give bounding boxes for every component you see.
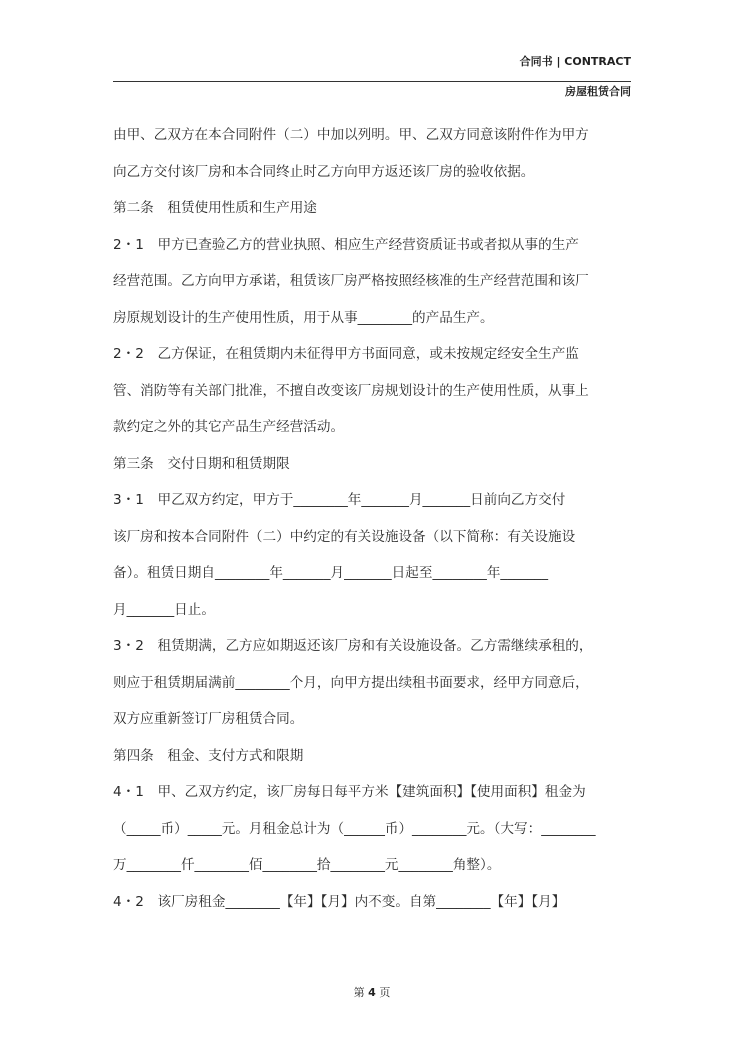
text-line: 由甲、乙双方在本合同附件（二）中加以列明。甲、乙双方同意该附件作为甲方 bbox=[113, 127, 589, 143]
footer-suffix: 页 bbox=[379, 986, 391, 999]
text-line: 4・2 该厂房租金________【年】【月】内不变。自第________【年】【月】 bbox=[113, 893, 566, 910]
text-line: 向乙方交付该厂房和本合同终止时乙方向甲方返还该厂房的验收依据。 bbox=[113, 163, 535, 180]
header-divider bbox=[113, 81, 631, 82]
section-heading: 第二条 租赁使用性质和生产用途 bbox=[113, 200, 317, 216]
page-footer bbox=[0, 984, 744, 1000]
text-line: 3・1 甲乙双方约定，甲方于________年_______月_______日前向乙方交付 bbox=[113, 492, 566, 508]
text-line: 双方应重新签订厂房租赁合同。 bbox=[113, 711, 304, 727]
text-line: 款约定之外的其它产品生产经营活动。 bbox=[113, 419, 345, 435]
contract-body bbox=[113, 117, 633, 920]
section-heading: 第三条 交付日期和租赁期限 bbox=[113, 455, 290, 472]
text-line: 该厂房和按本合同附件（二）中约定的有关设施设备（以下简称：有关设施设 bbox=[113, 528, 576, 545]
text-line: 万________仟________佰________拾________元________角整）。 bbox=[113, 857, 501, 873]
text-line: 则应于租赁期届满前________个月，向甲方提出续租书面要求，经甲方同意后， bbox=[113, 674, 589, 691]
text-line: 管、消防等有关部门批准，不擅自改变该厂房规划设计的生产使用性质，从事上 bbox=[113, 382, 589, 399]
text-line: 房原规划设计的生产使用性质，用于从事________的产品生产。 bbox=[113, 309, 494, 326]
text-line: 4・1 甲、乙双方约定，该厂房每日每平方米【建筑面积】【使用面积】租金为 bbox=[113, 784, 586, 800]
text-line: 经营范围。乙方向甲方承诺，租赁该厂房严格按照经核准的生产经营范围和该厂 bbox=[113, 273, 589, 289]
text-line: 2・2 乙方保证，在租赁期内未征得甲方书面同意，或未按规定经安全生产监 bbox=[113, 346, 579, 362]
header-subtitle: 房屋租赁合同 bbox=[565, 85, 631, 98]
section-heading: 第四条 租金、支付方式和限期 bbox=[113, 747, 304, 764]
footer-prefix: 第 bbox=[353, 986, 365, 999]
text-line: 月_______日止。 bbox=[113, 601, 215, 618]
text-line: （_____币）_____元。月租金总计为（______币）________元。（大写：________ bbox=[113, 820, 596, 837]
text-line: 3・2 租赁期满，乙方应如期返还该厂房和有关设施设备。乙方需继续承租的， bbox=[113, 638, 593, 654]
text-line: 2・1 甲方已查验乙方的营业执照、相应生产经营资质证书或者拟从事的生产 bbox=[113, 236, 579, 253]
page-number: 4 bbox=[368, 986, 376, 999]
header-title: 合同书 | CONTRACT bbox=[519, 55, 631, 68]
text-line: 备）。租赁日期自________年_______月_______日起至________年_______ bbox=[113, 565, 548, 581]
